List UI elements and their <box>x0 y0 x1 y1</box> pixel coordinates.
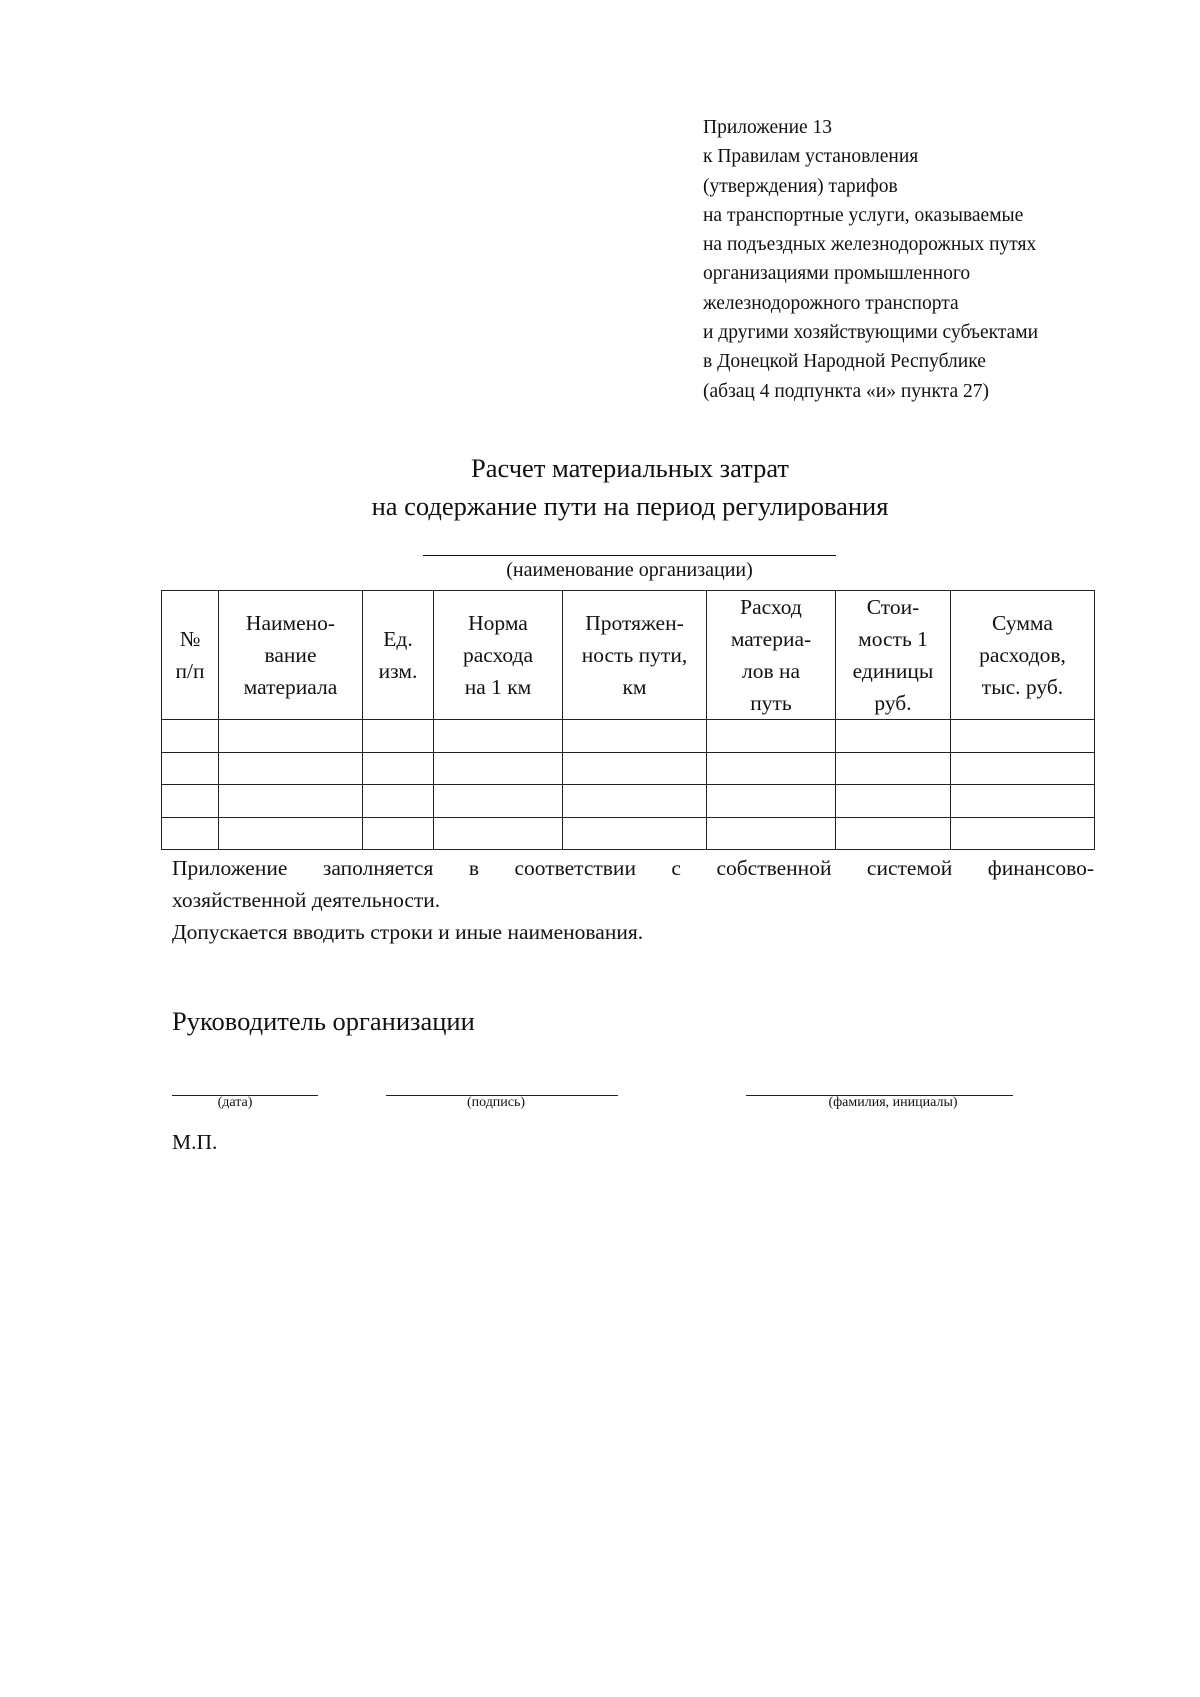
table-cell[interactable] <box>363 752 434 785</box>
column-header-line: путь <box>750 691 792 715</box>
table-cell[interactable] <box>563 752 707 785</box>
table-cell[interactable] <box>363 720 434 753</box>
table-cell[interactable] <box>162 720 219 753</box>
materials-cost-table <box>161 590 1095 850</box>
table-cell[interactable] <box>219 785 363 818</box>
annex-block <box>703 113 1173 406</box>
table-cell[interactable] <box>363 817 434 850</box>
column-header-line: тыс. руб. <box>981 675 1064 699</box>
column-header-line: ность пути, <box>581 643 688 667</box>
table-cell[interactable] <box>836 720 951 753</box>
column-header-line: Наимено- <box>245 611 336 635</box>
table-cell[interactable] <box>434 752 563 785</box>
column-header-line: лов на <box>741 659 801 683</box>
table-cell[interactable] <box>563 720 707 753</box>
table-cell[interactable] <box>363 785 434 818</box>
document-title-line-2: на содержание пути на период регулирования <box>371 491 889 521</box>
table-cell[interactable] <box>219 720 363 753</box>
table-cell[interactable] <box>219 752 363 785</box>
column-header <box>434 591 563 720</box>
head-of-organization-label: Руководитель организации <box>172 1006 475 1036</box>
column-header-line: расходов, <box>979 643 1066 667</box>
column-header-line: Норма <box>468 611 528 635</box>
table-cell[interactable] <box>434 817 563 850</box>
table-cell[interactable] <box>434 720 563 753</box>
table-cell[interactable] <box>836 817 951 850</box>
column-header-line: расхода <box>462 643 534 667</box>
name-caption: (фамилия, инициалы) <box>828 1095 958 1110</box>
annex-line: на подъездных железнодорожных путях <box>703 234 1037 256</box>
annex-line: в Донецкой Народной Республике <box>703 351 986 373</box>
column-header-line: Ед. <box>383 627 413 651</box>
table-cell[interactable] <box>162 785 219 818</box>
table-row <box>162 720 1095 753</box>
column-header <box>563 591 707 720</box>
table-header-row <box>162 591 1095 720</box>
table-cell[interactable] <box>951 752 1095 785</box>
table-cell[interactable] <box>707 720 836 753</box>
column-header-line: мость 1 <box>858 627 928 651</box>
annex-line: Приложение 13 <box>703 117 833 138</box>
table-cell[interactable] <box>836 752 951 785</box>
table-cell[interactable] <box>219 817 363 850</box>
annex-line: к Правилам установления <box>703 146 919 168</box>
annex-line: и другими хозяйствующими субъектами <box>703 322 1039 344</box>
table-row <box>162 817 1095 850</box>
annex-line: железнодорожного транспорта <box>703 292 959 314</box>
column-header-line: изм. <box>378 659 418 683</box>
stamp-place-label: М.П. <box>172 1130 218 1154</box>
table-cell[interactable] <box>434 785 563 818</box>
column-header-line: на 1 км <box>464 675 532 699</box>
column-header <box>363 591 434 720</box>
table-cell[interactable] <box>563 817 707 850</box>
organization-caption: (наименование организации) <box>506 559 753 581</box>
note-line-1: Приложение заполняется в соответствии с собственной системой финансово- <box>172 856 1094 880</box>
table-cell[interactable] <box>836 785 951 818</box>
column-header <box>219 591 363 720</box>
note-line-2: хозяйственной деятельности. <box>172 888 441 912</box>
annex-line: (абзац 4 подпункта «и» пункта 27) <box>703 380 989 402</box>
table-cell[interactable] <box>951 785 1095 818</box>
column-header <box>707 591 836 720</box>
column-header <box>951 591 1095 720</box>
table-cell[interactable] <box>707 752 836 785</box>
table-cell[interactable] <box>707 817 836 850</box>
column-header-line: № <box>179 627 201 651</box>
annex-line: на транспортные услуги, оказываемые <box>703 204 1024 226</box>
table-row <box>162 752 1095 785</box>
table-cell[interactable] <box>162 817 219 850</box>
table-body <box>162 720 1095 850</box>
column-header-line: вание <box>264 643 317 667</box>
column-header-line: п/п <box>175 659 205 683</box>
column-header-line: Сумма <box>992 611 1053 635</box>
document-title-line-1: Расчет материальных затрат <box>471 453 789 483</box>
column-header-line: материа- <box>730 627 812 651</box>
column-header-line: руб. <box>874 691 912 715</box>
column-header <box>162 591 219 720</box>
column-header-line: Протяжен- <box>585 611 684 635</box>
column-header-line: Стои- <box>866 595 920 619</box>
organization-name-line <box>423 555 836 556</box>
table-cell[interactable] <box>162 752 219 785</box>
signature-caption: (подпись) <box>466 1095 526 1110</box>
column-header-line: материала <box>243 675 338 699</box>
date-caption: (дата) <box>217 1095 253 1110</box>
annex-line: организациями промышленного <box>703 263 971 285</box>
table-cell[interactable] <box>707 785 836 818</box>
note-line-3: Допускается вводить строки и иные наименования. <box>172 920 644 944</box>
annex-line: (утверждения) тарифов <box>703 175 898 197</box>
table-cell[interactable] <box>951 817 1095 850</box>
column-header <box>836 591 951 720</box>
column-header-line: км <box>622 675 647 699</box>
table-cell[interactable] <box>951 720 1095 753</box>
table-cell[interactable] <box>563 785 707 818</box>
table-row <box>162 785 1095 818</box>
column-header-line: единицы <box>852 659 934 683</box>
column-header-line: Расход <box>740 595 802 619</box>
